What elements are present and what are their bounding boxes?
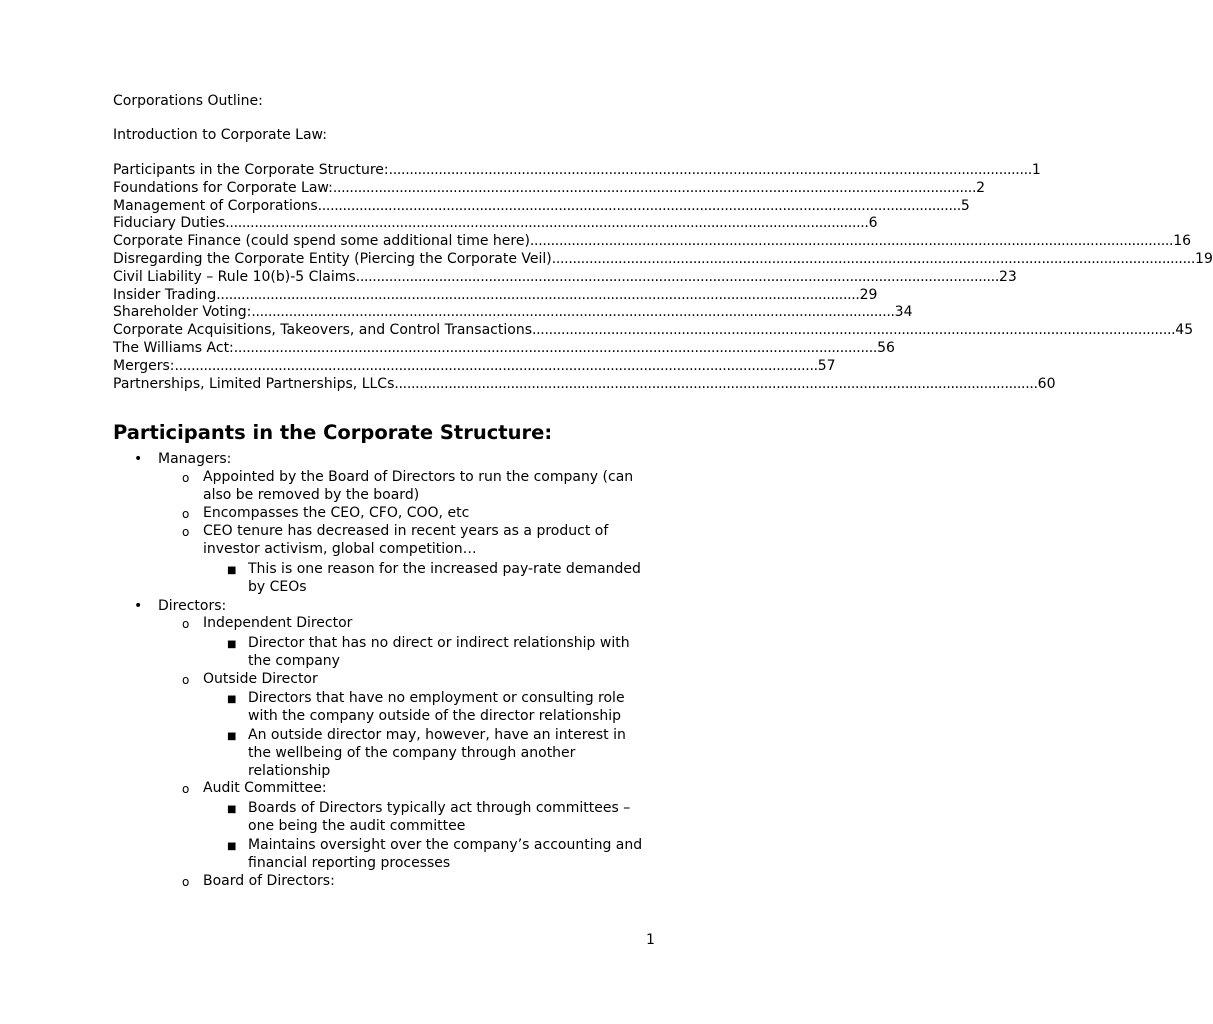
square-bullet-icon: ■	[227, 804, 237, 815]
toc-entry-page: 1	[1031, 162, 1041, 178]
toc-entry[interactable]	[113, 303, 913, 321]
toc-entry[interactable]	[113, 268, 1017, 286]
toc-entry-page: 56	[877, 340, 895, 356]
list-item-managers: Managers:	[158, 451, 232, 467]
toc-dot-leader: ...........................................................................................................................................................	[233, 340, 878, 356]
toc-dot-leader: ...........................................................................................................................................................	[216, 287, 860, 303]
list-item: Appointed by the Board of Directors to run the company (can also be removed by the board)	[203, 469, 634, 503]
toc-entry-page: 2	[976, 180, 986, 196]
toc-entry[interactable]	[113, 286, 878, 304]
list-item-directors: Directors:	[158, 598, 227, 614]
toc-entry-page: 34	[894, 304, 913, 320]
toc-dot-leader: ...........................................................................................................................................................	[388, 162, 1032, 178]
toc-entry-page: 45	[1175, 322, 1194, 338]
toc-entry-title: Mergers:	[113, 358, 175, 374]
toc-entry-page: 23	[999, 269, 1017, 285]
toc-entry-title: Fiduciary Duties	[113, 215, 226, 231]
page-number: 1	[646, 932, 655, 948]
list-item: Boards of Directors typically act through committees – one being the audit committee	[248, 800, 631, 834]
toc-dot-leader: ...........................................................................................................................................................	[251, 304, 895, 320]
list-item: Independent Director	[203, 615, 353, 631]
toc-entry[interactable]	[113, 197, 970, 215]
square-bullet-icon: ■	[227, 731, 237, 742]
toc-entry[interactable]	[113, 375, 1056, 393]
circle-bullet-icon: o	[182, 525, 190, 539]
disc-bullet-icon: •	[134, 598, 143, 614]
toc-entry-title: Foundations for Corporate Law:	[113, 180, 333, 196]
toc-entry-title: Management of Corporations	[113, 198, 318, 214]
circle-bullet-icon: o	[182, 471, 190, 485]
toc-entry[interactable]	[113, 321, 1194, 339]
list-item: This is one reason for the increased pay-rate demanded by CEOs	[248, 561, 641, 595]
toc-entry-title: Shareholder Voting:	[113, 304, 252, 320]
list-item: An outside director may, however, have an interest in the wellbeing of the company through another relationship	[248, 727, 626, 779]
toc-dot-leader: ...........................................................................................................................................................	[332, 180, 977, 196]
list-item: Director that has no direct or indirect relationship with the company	[248, 635, 630, 669]
toc-entry[interactable]	[113, 232, 1192, 250]
toc-entry[interactable]	[113, 250, 1213, 268]
toc-entry-title: Disregarding the Corporate Entity (Piercing the Corporate Veil)	[113, 251, 552, 267]
toc-dot-leader: ...........................................................................................................................................................	[174, 358, 818, 374]
toc-entry[interactable]	[113, 339, 895, 357]
square-bullet-icon: ■	[227, 565, 237, 576]
toc-entry-page: 57	[817, 358, 836, 374]
toc-entry-title: Corporate Finance (could spend some additional time here)	[113, 233, 530, 249]
square-bullet-icon: ■	[227, 841, 237, 852]
list-item: CEO tenure has decreased in recent years as a product of investor activism, global competition…	[203, 523, 609, 557]
toc-entry-title: Civil Liability – Rule 10(b)-5 Claims	[113, 269, 356, 285]
toc-entry-page: 29	[859, 287, 878, 303]
toc-entry-title: Corporate Acquisitions, Takeovers, and Control Transactions	[113, 322, 532, 338]
toc-entry-page: 60	[1037, 376, 1056, 392]
toc-dot-leader: ...........................................................................................................................................................	[394, 376, 1038, 392]
toc-entry-title: The Williams Act:	[113, 340, 234, 356]
toc-entry[interactable]	[113, 357, 836, 375]
list-item: Directors that have no employment or consulting role with the company outside of the director relationship	[248, 690, 625, 724]
toc-dot-leader: ...........................................................................................................................................................	[355, 269, 999, 285]
toc-entry[interactable]	[113, 179, 986, 197]
toc-entry-page: 16	[1173, 233, 1192, 249]
section-heading: Participants in the Corporate Structure:	[113, 421, 553, 444]
circle-bullet-icon: o	[182, 673, 190, 687]
toc-entry-title: Participants in the Corporate Structure:	[113, 162, 389, 178]
toc-dot-leader: ...........................................................................................................................................................	[551, 251, 1196, 267]
disc-bullet-icon: •	[134, 451, 143, 467]
circle-bullet-icon: o	[182, 782, 190, 796]
square-bullet-icon: ■	[227, 694, 237, 705]
intro-heading: Introduction to Corporate Law:	[113, 127, 327, 143]
document-title: Corporations Outline:	[113, 93, 263, 109]
circle-bullet-icon: o	[182, 875, 190, 889]
list-item: Maintains oversight over the company’s accounting and financial reporting processes	[248, 837, 643, 871]
circle-bullet-icon: o	[182, 617, 190, 631]
toc-entry[interactable]	[113, 214, 878, 232]
toc-entry-title: Insider Trading	[113, 287, 217, 303]
toc-entry-page: 6	[868, 215, 878, 231]
square-bullet-icon: ■	[227, 639, 237, 650]
list-item: Audit Committee:	[203, 780, 327, 796]
list-item: Encompasses the CEO, CFO, COO, etc	[203, 505, 470, 521]
list-item: Outside Director	[203, 671, 318, 687]
toc-entry-page: 5	[960, 198, 970, 214]
toc-dot-leader: ...........................................................................................................................................................	[532, 322, 1176, 338]
toc-dot-leader: ...........................................................................................................................................................	[317, 198, 961, 214]
toc-entry-page: 19	[1195, 251, 1213, 267]
toc-dot-leader: ...........................................................................................................................................................	[529, 233, 1174, 249]
circle-bullet-icon: o	[182, 507, 190, 521]
toc-entry-title: Partnerships, Limited Partnerships, LLCs	[113, 376, 395, 392]
toc-dot-leader: ...........................................................................................................................................................	[225, 215, 869, 231]
list-item: Board of Directors:	[203, 873, 335, 889]
toc-entry[interactable]	[113, 161, 1041, 179]
